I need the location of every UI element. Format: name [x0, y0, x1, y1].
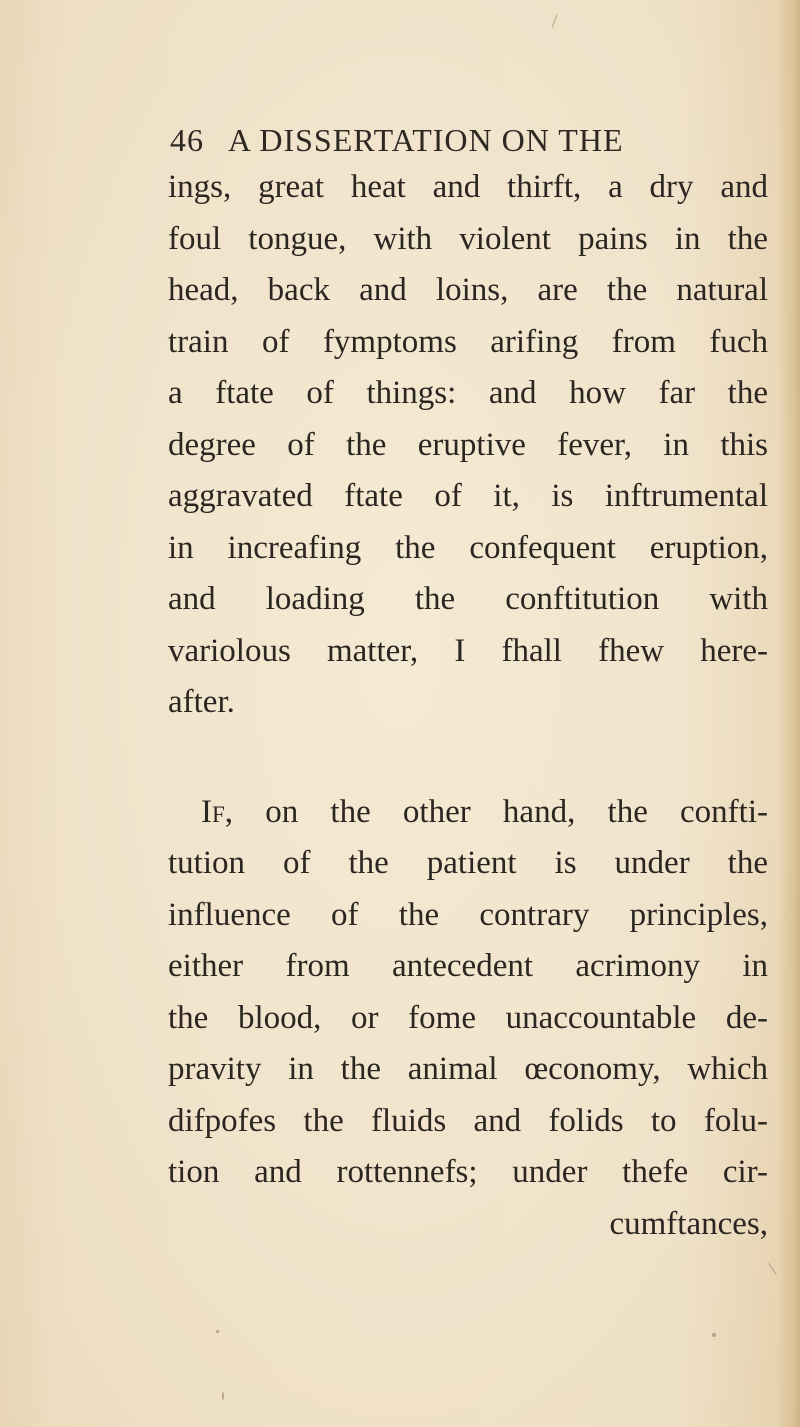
- paper-mark: [768, 1263, 777, 1275]
- paragraph-break: [168, 729, 768, 787]
- running-header: [170, 122, 623, 159]
- paper-speck: [216, 1330, 219, 1333]
- text-line: pravity in the animal œconomy, which: [168, 1051, 768, 1087]
- text-line: degree of the eruptive fever, in this: [168, 426, 768, 463]
- text-line: after.: [168, 684, 235, 720]
- opening-line-rest: on the other hand, the confti-: [233, 793, 768, 830]
- text-line: difpofes the fluids and folids to folu-: [168, 1102, 768, 1139]
- page-number: 46: [170, 122, 204, 158]
- text-line: influence of the contrary principles,: [168, 896, 768, 933]
- text-line: a ftate of things: and how far the: [168, 375, 768, 411]
- body-text: [168, 162, 768, 1250]
- catchword: cumftances,: [609, 1205, 768, 1242]
- text-line: variolous matter, I fhall fhew here-: [168, 632, 768, 669]
- paper-speck: [712, 1333, 716, 1337]
- opening-word: If,: [201, 793, 234, 830]
- text-line: in increafing the confequent eruption,: [168, 529, 768, 566]
- text-line: and loading the conftitution with: [168, 581, 768, 617]
- paper-mark: [552, 14, 558, 27]
- paragraph-opening-line: [168, 787, 768, 839]
- text-line: head, back and loins, are the natural: [168, 272, 768, 308]
- text-line: aggravated ftate of it, is inftrumental: [168, 478, 768, 514]
- text-line: either from antecedent acrimony in: [168, 948, 768, 984]
- text-line: train of fymptoms arifing from fuch: [168, 323, 768, 360]
- text-line: the blood, or fome unaccountable de-: [168, 999, 768, 1036]
- page-edge-shadow: [778, 0, 800, 1427]
- text-line: ings, great heat and thirft, a dry and: [168, 169, 768, 205]
- text-line: foul tongue, with violent pains in the: [168, 220, 768, 257]
- text-line: tution of the patient is under the: [168, 845, 768, 881]
- paper-speck: [222, 1392, 224, 1400]
- running-title: A DISSERTATION ON THE: [228, 122, 624, 158]
- text-line: tion and rottennefs; under thefe cir-: [168, 1154, 768, 1190]
